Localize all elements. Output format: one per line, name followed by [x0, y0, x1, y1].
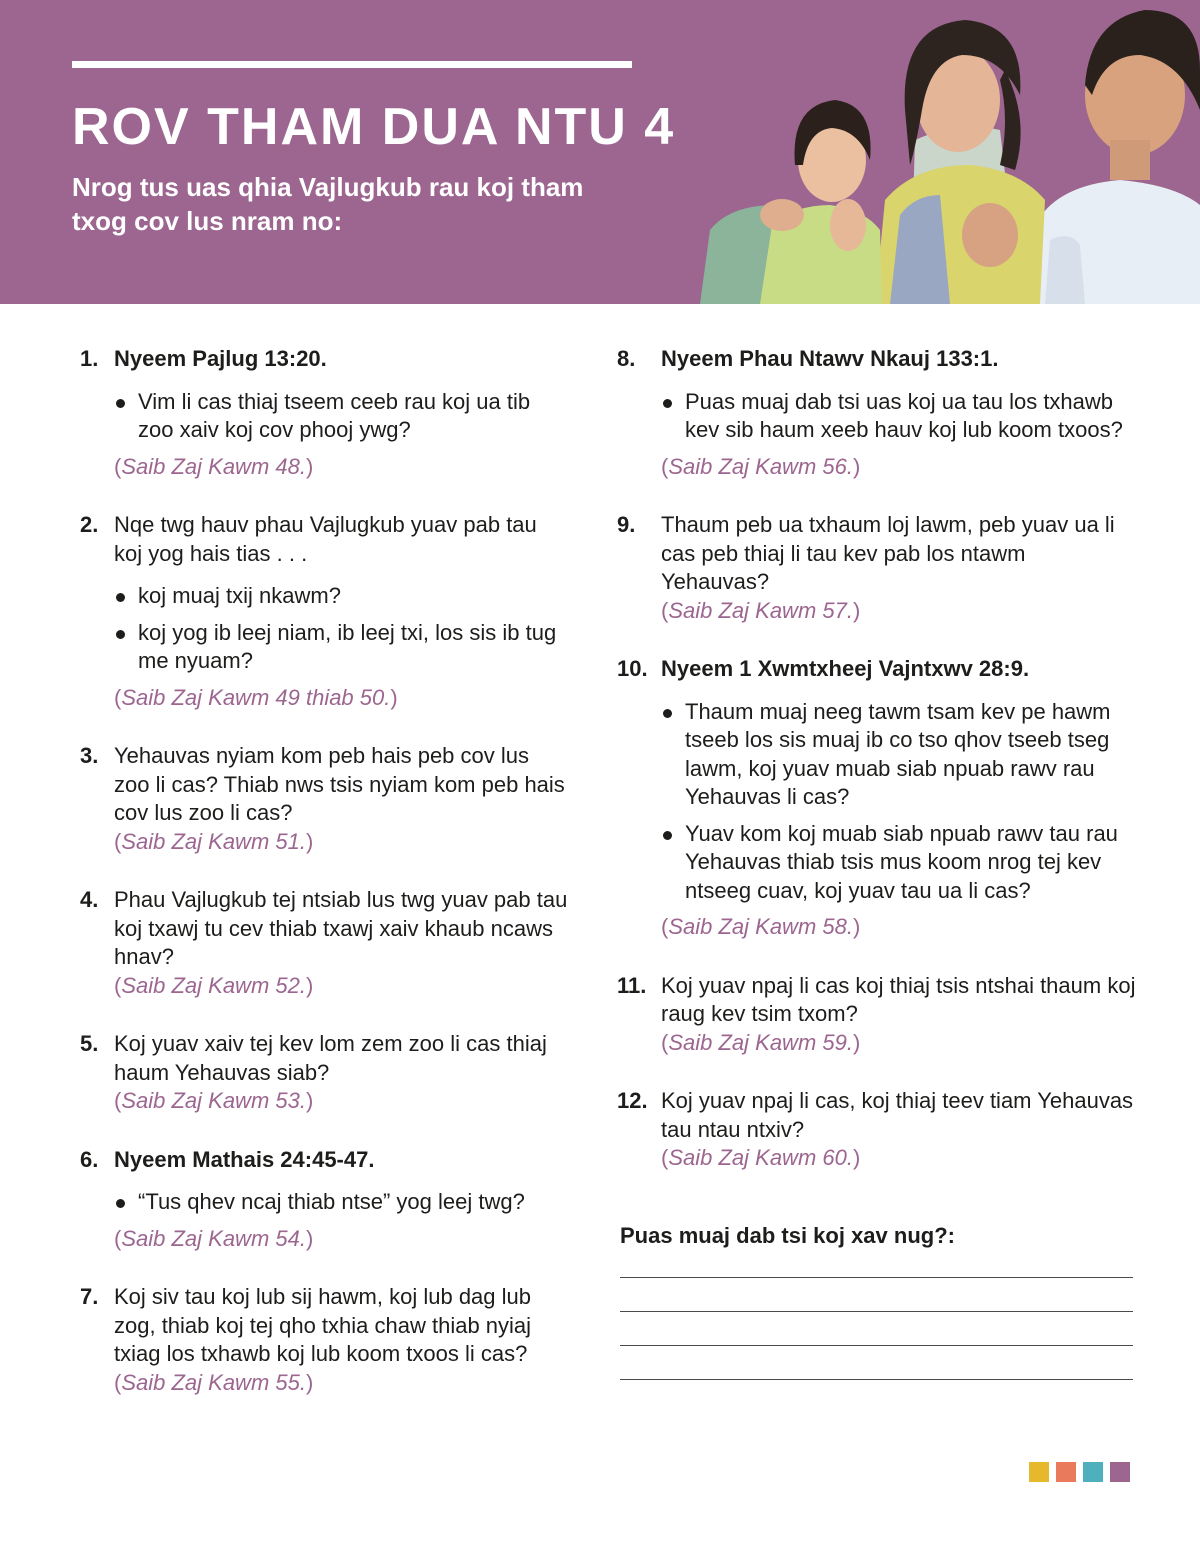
study-reference-text: Saib Zaj Kawm 59.	[668, 1029, 853, 1055]
study-reference-text: Saib Zaj Kawm 60.	[668, 1145, 853, 1170]
bullet-item	[114, 1188, 570, 1217]
question-4	[80, 886, 570, 1000]
question-text: Phau Vajlugkub tej ntsiab lus twg yuav pab tau koj txawj tu cev thiab txawj xaiv khaub ncaws hnav?	[114, 887, 568, 969]
study-reference-text: Saib Zaj Kawm 53.	[121, 1088, 306, 1113]
study-reference: (Saib Zaj Kawm 58.)	[661, 914, 861, 939]
bullet-dot	[663, 831, 672, 840]
swatch-yellow	[1029, 1462, 1049, 1482]
bullet-item	[114, 582, 570, 611]
question-number: 5.	[80, 1031, 99, 1056]
question-number: 2.	[80, 512, 99, 537]
bullet-item	[661, 698, 1137, 812]
study-reference: (Saib Zaj Kawm 56.)	[661, 453, 861, 479]
question-number: 7.	[80, 1284, 99, 1309]
study-reference: (Saib Zaj Kawm 59.)	[661, 1029, 861, 1055]
question-text: Nqe twg hauv phau Vajlugkub yuav pab tau koj yog hais tias . . .	[114, 512, 537, 566]
question-number: 12.	[617, 1088, 648, 1113]
question-text: Koj yuav xaiv tej kev lom zem zoo li cas thiaj haum Yehauvas siab?	[114, 1031, 547, 1085]
bullet-item	[661, 820, 1137, 906]
question-number: 4.	[80, 887, 99, 912]
notes-heading: Puas muaj dab tsi koj xav nug?:	[620, 1223, 955, 1248]
questions-right-column	[617, 345, 1137, 1203]
bullet-text: “Tus qhev ncaj thiab ntse” yog leej twg?	[138, 1189, 525, 1214]
question-number: 10.	[617, 656, 648, 681]
question-text: Nyeem 1 Xwmtxheej Vajntxwv 28:9.	[661, 656, 1030, 681]
question-number: 9.	[617, 512, 636, 537]
question-11	[617, 972, 1137, 1058]
question-10	[617, 655, 1137, 942]
bullet-list	[661, 388, 1137, 445]
bullet-dot	[116, 593, 125, 602]
question-number: 3.	[80, 743, 99, 768]
question-text: Koj siv tau koj lub sij hawm, koj lub dag lub zog, thiab koj tej qho txhia chaw thiab nyiaj txiag los txhawb koj lub koom txoos li cas?	[114, 1284, 532, 1366]
bullet-text: Yuav kom koj muab siab npuab rawv tau rau Yehauvas thiab tsis mus koom nrog tej kev ntseeg cuav, koj yuav tau ua li cas?	[685, 820, 1118, 903]
bullet-dot	[116, 630, 125, 639]
family-praying-illustration	[700, 0, 1200, 304]
question-7	[80, 1283, 570, 1397]
question-text: Nyeem Phau Ntawv Nkauj 133:1.	[661, 346, 999, 371]
study-reference-text: Saib Zaj Kawm 56.	[668, 453, 853, 479]
header-banner	[0, 0, 1200, 304]
color-swatches	[1029, 1462, 1130, 1482]
question-12	[617, 1087, 1137, 1173]
page-subtitle: Nrog tus uas qhia Vajlugkub rau koj tham txog cov lus nram no:	[72, 172, 584, 236]
bullet-list	[114, 1188, 570, 1217]
note-line[interactable]	[620, 1379, 1133, 1380]
study-reference-text: Saib Zaj Kawm 49 thiab 50.	[121, 684, 391, 710]
bullet-item	[114, 619, 570, 676]
bullet-list	[114, 582, 570, 676]
question-9	[617, 511, 1137, 625]
question-text: Thaum peb ua txhaum loj lawm, peb yuav ua li cas peb thiaj li tau kev pab los ntawm Yehauvas?	[661, 512, 1115, 594]
bullet-dot	[663, 399, 672, 408]
note-line[interactable]	[620, 1345, 1133, 1346]
study-reference-text: Saib Zaj Kawm 48.	[121, 453, 306, 479]
note-line[interactable]	[620, 1311, 1133, 1312]
bullet-text: Thaum muaj neeg tawm tsam kev pe hawm tseeb los sis muaj ib co tso qhov tseeb tseg lawm, koj yuav muab siab npuab rawv rau Yehauvas li cas?	[685, 698, 1111, 809]
study-reference-text: Saib Zaj Kawm 52.	[121, 972, 306, 998]
bullet-text: koj muaj txij nkawm?	[138, 583, 341, 608]
study-reference: (Saib Zaj Kawm 57.)	[661, 597, 861, 623]
question-number: 11.	[617, 972, 647, 998]
bullet-dot	[116, 399, 125, 408]
question-text: Nyeem Mathais 24:45-47.	[114, 1146, 375, 1172]
question-2	[80, 511, 570, 712]
bullet-text: Puas muaj dab tsi uas koj ua tau los txhawb kev sib haum xeeb hauv koj lub koom txoos?	[685, 388, 1123, 442]
question-6	[80, 1146, 570, 1254]
bullet-item	[114, 388, 570, 445]
study-reference-text: Saib Zaj Kawm 57.	[668, 597, 853, 623]
question-text: Nyeem Pajlug 13:20.	[114, 346, 327, 371]
bullet-list	[661, 698, 1137, 906]
bullet-list	[114, 388, 570, 445]
question-1	[80, 345, 570, 481]
study-reference: (Saib Zaj Kawm 60.)	[661, 1145, 861, 1170]
questions-left-column	[80, 345, 570, 1427]
study-reference: (Saib Zaj Kawm 53.)	[114, 1088, 314, 1113]
study-reference-text: Saib Zaj Kawm 54.	[121, 1225, 306, 1251]
header-rule	[72, 61, 632, 68]
study-reference: (Saib Zaj Kawm 49 thiab 50.)	[114, 684, 398, 710]
bullet-item	[661, 388, 1137, 445]
question-text: Koj yuav npaj li cas koj thiaj tsis ntshai thaum koj raug kev tsim txom?	[661, 972, 1136, 1026]
bullet-text: koj yog ib leej niam, ib leej txi, los sis ib tug me nyuam?	[138, 619, 557, 673]
question-number: 6.	[80, 1146, 99, 1172]
study-reference: (Saib Zaj Kawm 52.)	[114, 972, 314, 998]
question-8	[617, 345, 1137, 481]
note-line[interactable]	[620, 1277, 1133, 1278]
study-reference-text: Saib Zaj Kawm 51.	[121, 828, 306, 854]
study-reference: (Saib Zaj Kawm 55.)	[114, 1369, 314, 1395]
question-number: 1.	[80, 346, 99, 371]
study-reference: (Saib Zaj Kawm 48.)	[114, 453, 314, 479]
bullet-dot	[663, 709, 672, 718]
question-text: Yehauvas nyiam kom peb hais peb cov lus zoo li cas? Thiab nws tsis nyiam kom peb hais cov lus zoo li cas?	[114, 743, 565, 825]
swatch-purple	[1110, 1462, 1130, 1482]
swatch-teal	[1083, 1462, 1103, 1482]
bullet-dot	[116, 1199, 125, 1208]
swatch-orange	[1056, 1462, 1076, 1482]
study-reference-text: Saib Zaj Kawm 58.	[668, 914, 853, 939]
question-3	[80, 742, 570, 856]
study-reference: (Saib Zaj Kawm 54.)	[114, 1225, 314, 1251]
question-5	[80, 1030, 570, 1116]
study-reference-text: Saib Zaj Kawm 55.	[121, 1369, 306, 1395]
question-text: Koj yuav npaj li cas, koj thiaj teev tiam Yehauvas tau ntau ntxiv?	[661, 1088, 1134, 1142]
study-reference: (Saib Zaj Kawm 51.)	[114, 828, 314, 854]
page-title: ROV THAM DUA NTU 4	[72, 98, 676, 156]
question-number: 8.	[617, 346, 636, 371]
bullet-text: Vim li cas thiaj tseem ceeb rau koj ua tib zoo xaiv koj cov phooj ywg?	[138, 388, 531, 442]
